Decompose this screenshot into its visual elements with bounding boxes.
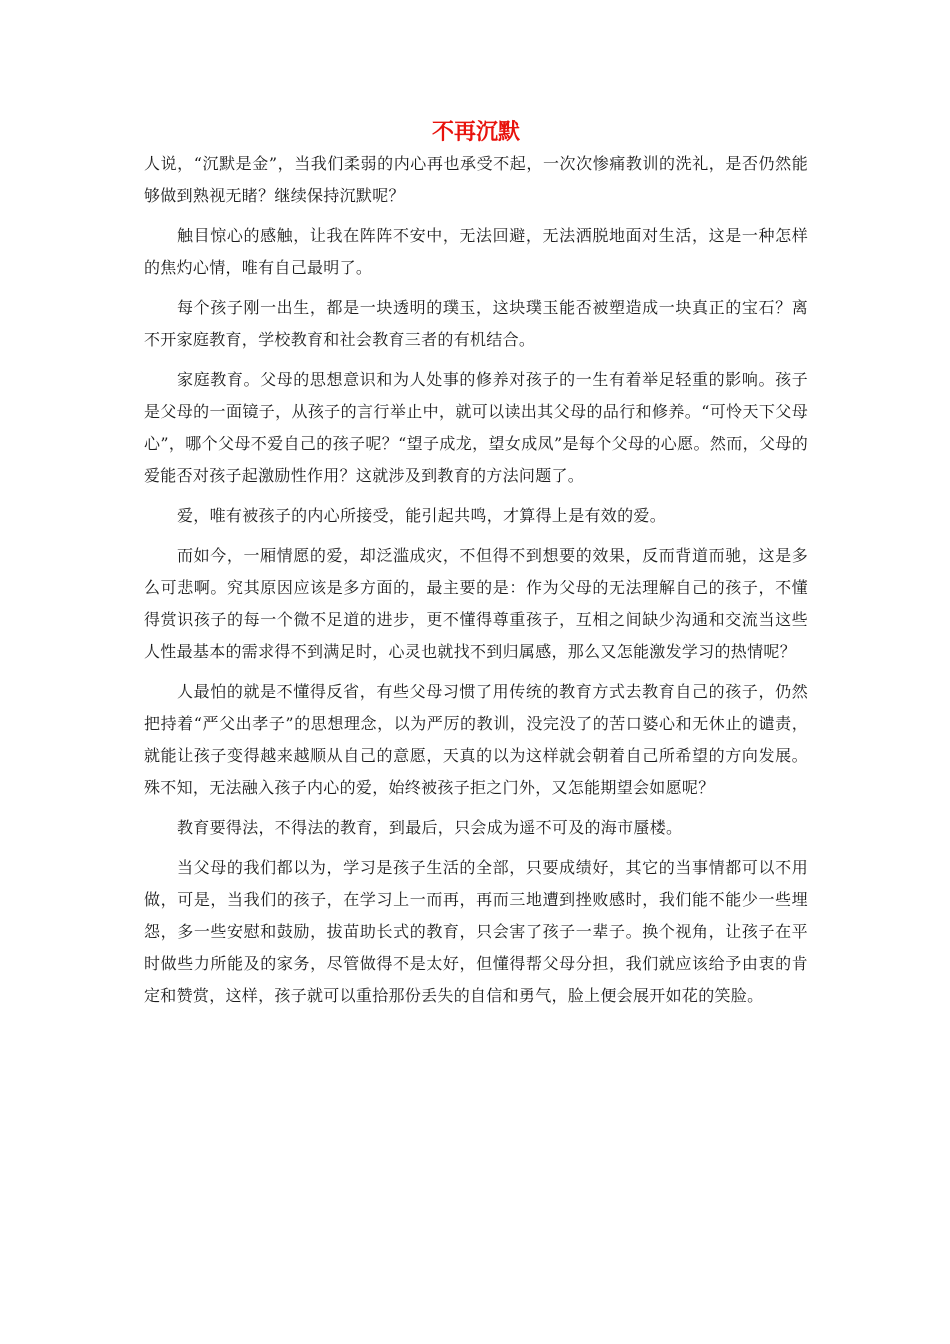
paragraph: 每个孩子刚一出生，都是一块透明的璞玉，这块璞玉能否被塑造成一块真正的宝石？离不开家庭教育，学校教育和社会教育三者的有机结合。 bbox=[144, 298, 808, 349]
paragraph: 人说，“沉默是金”，当我们柔弱的内心再也承受不起，一次次惨痛教训的洗礼，是否仍然能够做到熟视无睹？继续保持沉默呢？ bbox=[144, 154, 808, 205]
document-body bbox=[144, 148, 808, 1020]
paragraph: 爱，唯有被孩子的内心所接受，能引起共鸣，才算得上是有效的爱。 bbox=[177, 506, 667, 525]
paragraph: 触目惊心的感触，让我在阵阵不安中，无法回避，无法洒脱地面对生活，这是一种怎样的焦灼心情，唯有自己最明了。 bbox=[144, 226, 808, 277]
paragraph: 而如今，一厢情愿的爱，却泛滥成灾，不但得不到想要的效果，反而背道而驰，这是多么可悲啊。究其原因应该是多方面的，最主要的是：作为父母的无法理解自己的孩子，不懂得赏识孩子的每一个微不足道的进步，更不懂得尊重孩子，互相之间缺少沟通和交流当这些人性最基本的需求得不到满足时，心灵也就找不到归属感，那么又怎能激发学习的热情呢？ bbox=[144, 546, 808, 661]
paragraph: 家庭教育。父母的思想意识和为人处事的修养对孩子的一生有着举足轻重的影响。孩子是父母的一面镜子，从孩子的言行举止中，就可以读出其父母的品行和修养。“可怜天下父母心”，哪个父母不爱自己的孩子呢？“望子成龙，望女成凤”是每个父母的心愿。然而，父母的爱能否对孩子起激励性作用？这就涉及到教育的方法问题了。 bbox=[144, 370, 808, 485]
paragraph: 教育要得法，不得法的教育，到最后，只会成为遥不可及的海市蜃楼。 bbox=[177, 818, 683, 837]
paragraph: 人最怕的就是不懂得反省，有些父母习惯了用传统的教育方式去教育自己的孩子，仍然把持着“严父出孝子”的思想理念，以为严厉的教训，没完没了的苦口婆心和无休止的谴责，就能让孩子变得越来越顺从自己的意愿，天真的以为这样就会朝着自己所希望的方向发展。殊不知，无法融入孩子内心的爱，始终被孩子拒之门外，又怎能期望会如愿呢？ bbox=[144, 682, 808, 797]
paragraph: 当父母的我们都以为，学习是孩子生活的全部，只要成绩好，其它的当事情都可以不用做，可是，当我们的孩子，在学习上一而再，再而三地遭到挫败感时，我们能不能少一些埋怨，多一些安慰和鼓励，拔苗助长式的教育，只会害了孩子一辈子。换个视角，让孩子在平时做些力所能及的家务，尽管做得不是太好，但懂得帮父母分担，我们就应该给予由衷的肯定和赞赏，这样，孩子就可以重拾那份丢失的自信和勇气，脸上便会展开如花的笑脸。 bbox=[144, 858, 808, 1005]
document-title: 不再沉默 bbox=[431, 120, 520, 145]
